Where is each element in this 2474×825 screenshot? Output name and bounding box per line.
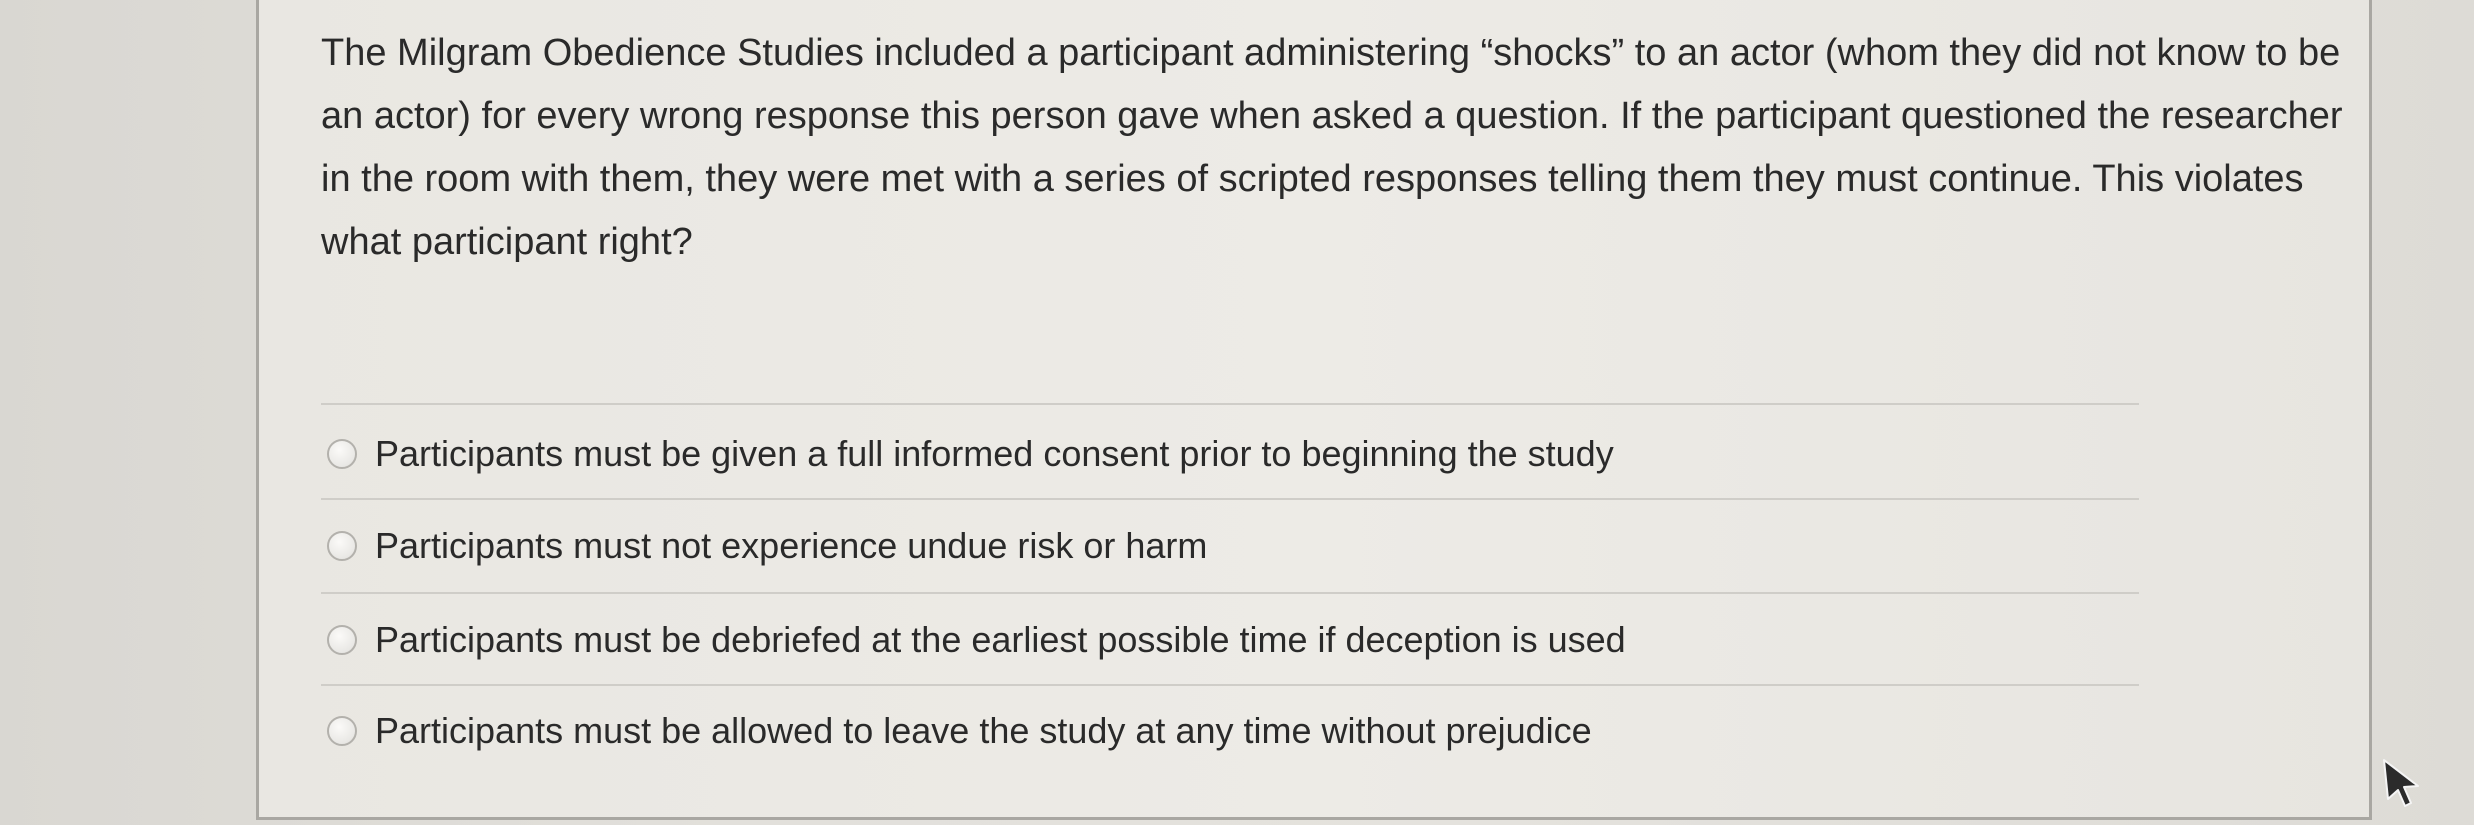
answer-label: Participants must not experience undue risk or harm <box>375 525 1208 566</box>
answer-label: Participants must be allowed to leave the study at any time without prejudice <box>375 710 1592 751</box>
radio-unselected-icon[interactable] <box>327 716 357 746</box>
answer-option-undue-risk[interactable] <box>321 516 2121 576</box>
answer-option-informed-consent[interactable] <box>321 424 2121 484</box>
answer-label: Participants must be debriefed at the earliest possible time if deception is used <box>375 619 1626 660</box>
answer-divider <box>321 684 2139 686</box>
answer-option-leave-study[interactable] <box>321 701 2121 761</box>
radio-unselected-icon[interactable] <box>327 531 357 561</box>
question-text: The Milgram Obedience Studies included a participant administering “shocks” to an actor (whom they did not know to be an actor) for every wrong response this person gave when asked a question. If the participant questioned the researcher in the room with them, they were met with a series of scripted responses telling them they must continue. This violates what participant right? <box>321 32 2343 263</box>
answer-divider <box>321 592 2139 594</box>
answer-label: Participants must be given a full informed consent prior to beginning the study <box>375 433 1614 474</box>
question-divider <box>321 403 2139 405</box>
mouse-pointer-icon <box>2378 756 2424 810</box>
answer-divider <box>321 498 2139 500</box>
answer-option-debriefed[interactable] <box>321 610 2121 670</box>
radio-unselected-icon[interactable] <box>327 439 357 469</box>
question-card <box>256 0 2372 820</box>
radio-unselected-icon[interactable] <box>327 625 357 655</box>
